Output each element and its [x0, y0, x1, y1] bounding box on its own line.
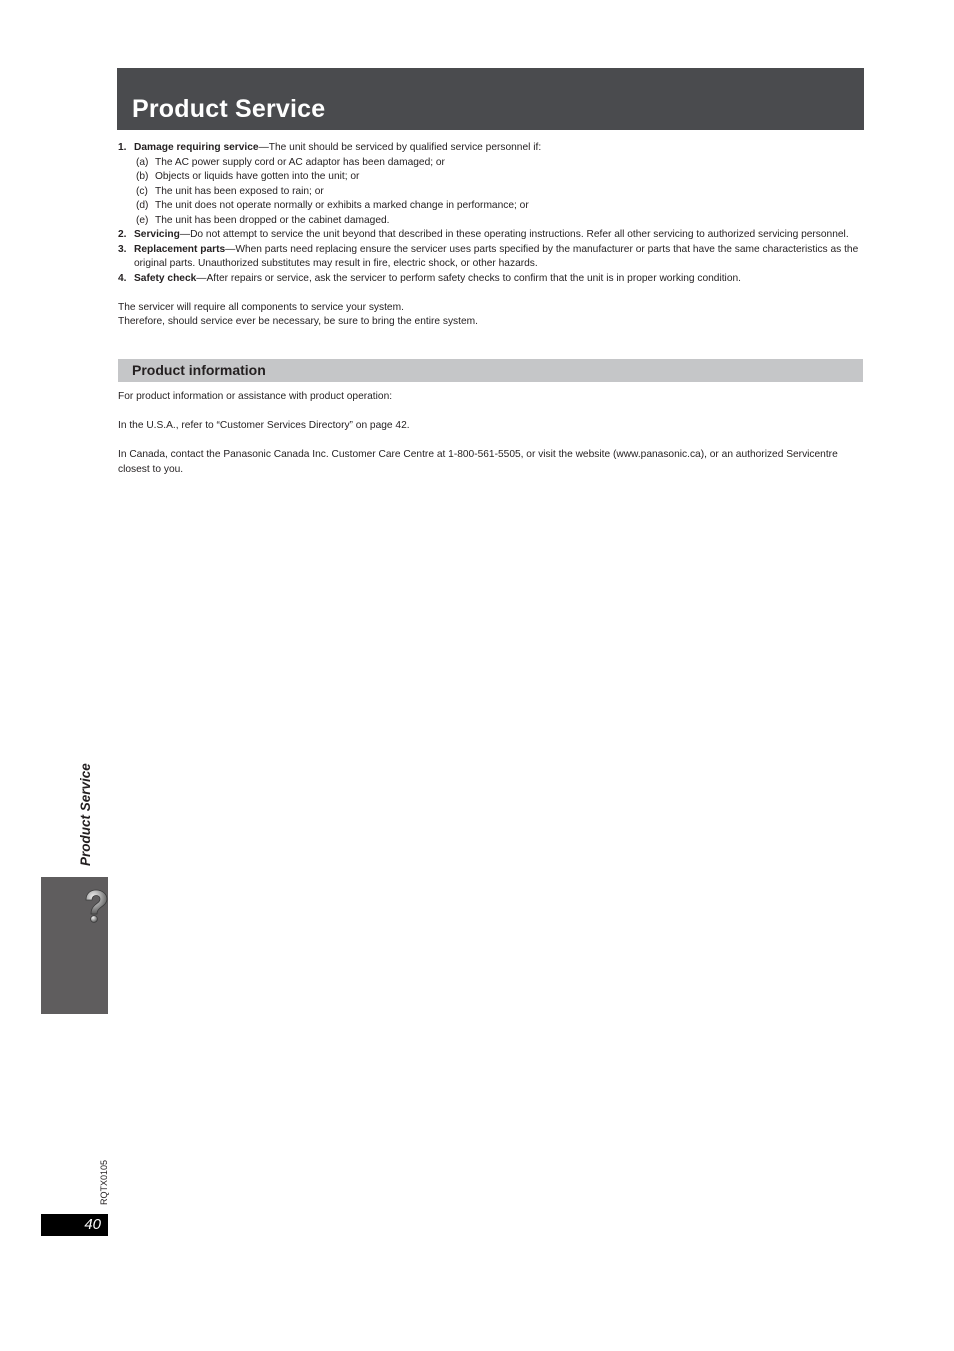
section-heading: Product information — [132, 362, 266, 378]
list-item — [118, 141, 864, 228]
question-mark-icon — [80, 889, 110, 923]
sub-letter: (e) — [136, 214, 149, 226]
item-number: 4. — [118, 272, 127, 284]
item-text: —After repairs or service, ask the servicer to perform safety checks to confirm that the unit is in proper working condition. — [196, 272, 741, 284]
document-code-text: RQTX0105 — [99, 1159, 109, 1205]
product-info-intro: For product information or assistance with product operation: — [118, 391, 393, 402]
sub-letter: (a) — [136, 156, 149, 168]
page-number: 40 — [84, 1216, 101, 1233]
page-number-box — [41, 1214, 108, 1236]
item-term: Damage requiring service — [134, 142, 259, 153]
product-info-content — [118, 390, 864, 477]
item-term: Safety check — [134, 272, 197, 284]
service-list — [118, 141, 864, 286]
sub-list-item — [136, 185, 864, 200]
side-section-label-text: Product Service — [78, 763, 93, 866]
sub-text: Objects or liquids have gotten into the unit; or — [155, 171, 360, 182]
sub-letter: (c) — [136, 185, 148, 197]
list-item — [118, 228, 864, 243]
item-number: 3. — [118, 243, 127, 255]
spacer — [118, 286, 864, 301]
spacer — [118, 434, 864, 449]
list-item — [118, 243, 864, 272]
sub-letter: (b) — [136, 171, 149, 182]
sub-list-item — [136, 170, 864, 185]
item-term: Servicing — [134, 229, 180, 240]
item-text: —The unit should be serviced by qualified service personnel if: — [258, 142, 542, 153]
sub-text: The unit has been exposed to rain; or — [155, 185, 324, 197]
item-number: 1. — [118, 142, 127, 153]
page-title-bar — [117, 68, 864, 130]
servicer-note-line1: The servicer will require all components to service your system. — [118, 301, 404, 313]
servicer-note-line2: Therefore, should service ever be necessary, be sure to bring the entire system. — [118, 316, 478, 327]
item-term: Replacement parts — [134, 243, 226, 255]
sub-text: The unit does not operate normally or exhibits a marked change in performance; or — [155, 200, 529, 211]
sub-text: The unit has been dropped or the cabinet damaged. — [155, 214, 390, 226]
product-info-canada: In Canada, contact the Panasonic Canada Inc. Customer Care Centre at 1-800-561-5505, or visit the website (www.panasonic.ca), or an authorized Servicentre closest to you. — [118, 449, 838, 475]
item-text: —Do not attempt to service the unit beyond that described in these operating instructions. Refer all other servicing to authorized servicing personnel. — [179, 229, 849, 240]
sub-list-item — [136, 214, 864, 229]
sub-text: The AC power supply cord or AC adaptor has been damaged; or — [155, 156, 445, 168]
sub-letter: (d) — [136, 200, 149, 211]
item-text: —When parts need replacing ensure the servicer uses parts specified by the manufacturer or parts that have the same characteristics as the original parts. Unauthorized substitutes may result in fire, electric shock, or other hazards. — [134, 243, 859, 269]
service-content — [118, 141, 864, 330]
spacer — [118, 405, 864, 420]
page-title: Product Service — [132, 95, 326, 123]
sub-list-item — [136, 156, 864, 171]
product-info-usa: In the U.S.A., refer to “Customer Services Directory” on page 42. — [118, 420, 410, 431]
damage-sublist — [134, 156, 864, 229]
list-item — [118, 272, 864, 287]
section-header-bar — [118, 359, 863, 382]
sub-list-item — [136, 199, 864, 214]
side-tab — [41, 877, 108, 1014]
item-number: 2. — [118, 229, 127, 240]
